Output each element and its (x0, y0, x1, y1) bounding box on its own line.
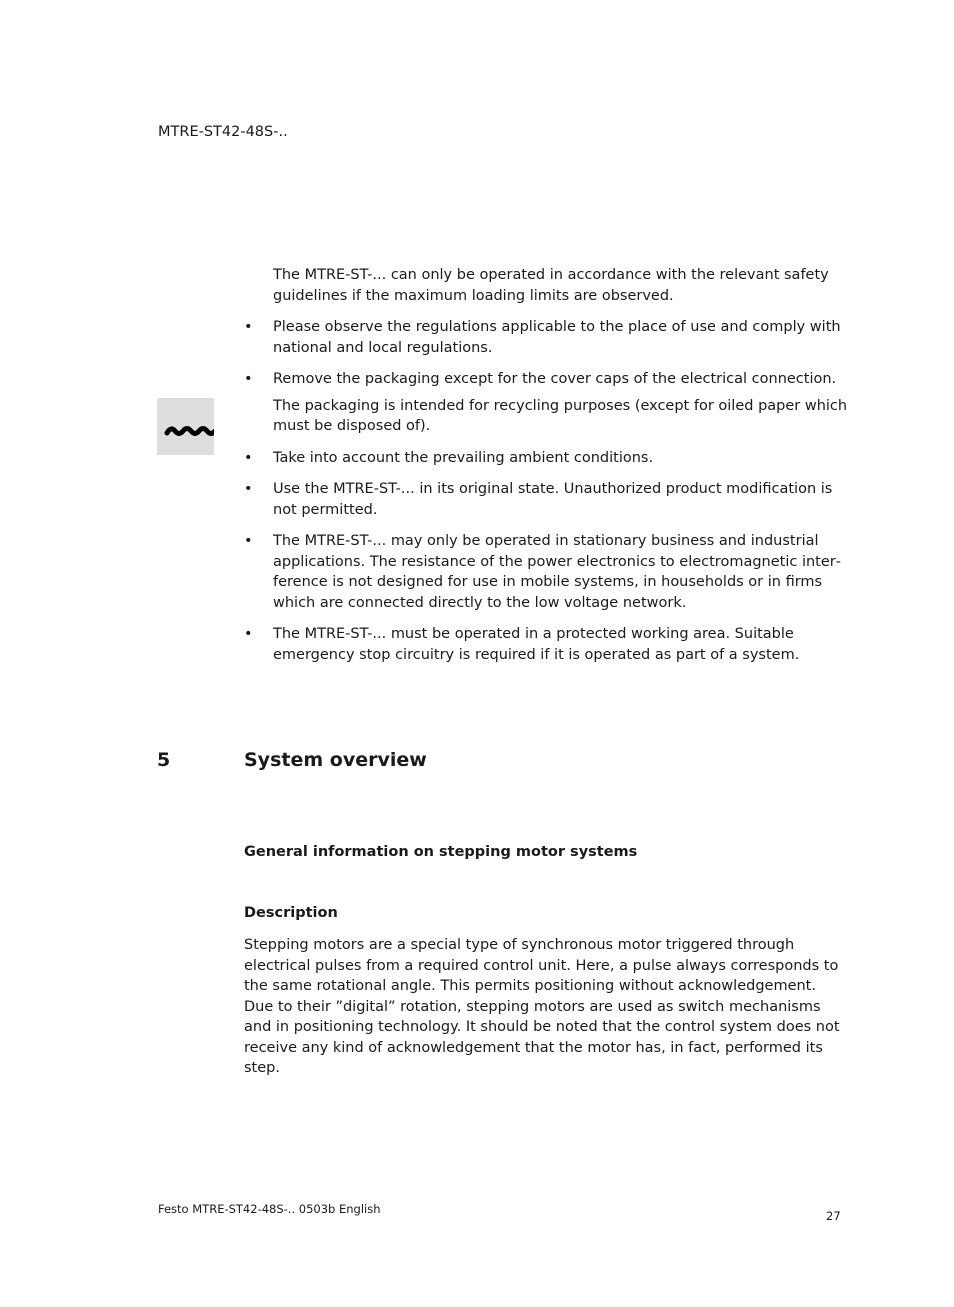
bullet-text: Please observe the regulations applicable to the place of use and comply with national and local regulations. (273, 319, 841, 356)
description-body (244, 935, 848, 1079)
description-paragraph-1: Stepping motors are a special type of synchronous motor triggered through electrical pulses from a required control unit. Here, a pulse always corresponds to the same rotational angle. This permits positioning without acknowledgement. (244, 937, 839, 994)
list-item (244, 448, 848, 469)
bullet-dot: • (244, 319, 253, 335)
section-title: System overview (244, 749, 427, 771)
safety-bullet-list (244, 317, 848, 676)
list-item (244, 531, 848, 613)
bullet-dot: • (244, 371, 253, 387)
bullet-dot: • (244, 626, 253, 642)
subsection-heading: General information on stepping motor systems (244, 844, 638, 860)
bullet-text: The MTRE-ST-... may only be operated in stationary business and industrial applications. The resistance of the power electronics to electromagnetic interference is not designed for use in mobile systems, in households or in firms which are connected directly to the low voltage network. (273, 533, 841, 611)
bullet-text: Remove the packaging except for the cover caps of the electrical connection. (273, 371, 837, 387)
footer-page-number: 27 (826, 1209, 841, 1223)
description-paragraph-2: Due to their ”digital” rotation, stepping motors are used as switch mechanisms and in positioning technology. It should be noted that the control system does not receive any kind of acknowledgement that the motor has, in fact, performed its step. (244, 998, 840, 1076)
bullet-dot: • (244, 533, 253, 549)
header-model-name: MTRE-ST42-48S-.. (158, 124, 288, 140)
bullet-note: The packaging is intended for recycling purposes (except for oiled paper which must be disposed of). (273, 397, 848, 434)
description-heading: Description (244, 905, 338, 921)
list-item (244, 369, 848, 437)
footer-document-info: Festo MTRE-ST42-48S-.. 0503b English (158, 1202, 381, 1216)
bullet-text: The MTRE-ST-... must be operated in a protected working area. Suitable emergency stop circuitry is required if it is operated as part of a system. (273, 626, 800, 663)
bullet-dot: • (244, 481, 253, 497)
bullet-dot: • (244, 449, 253, 466)
intro-paragraph: The MTRE-ST-... can only be operated in accordance with the relevant safety guidelines if the maximum loading limits are observed. (273, 267, 829, 304)
list-item (244, 479, 848, 520)
section-number: 5 (157, 749, 171, 771)
bullet-text: Take into account the prevailing ambient conditions. (273, 449, 654, 466)
bullet-text: Use the MTRE-ST-... in its original state. Unauthorized product modification is not permitted. (273, 481, 833, 518)
recycling-wave-icon (157, 398, 214, 455)
list-item (244, 317, 848, 358)
list-item (244, 624, 848, 665)
